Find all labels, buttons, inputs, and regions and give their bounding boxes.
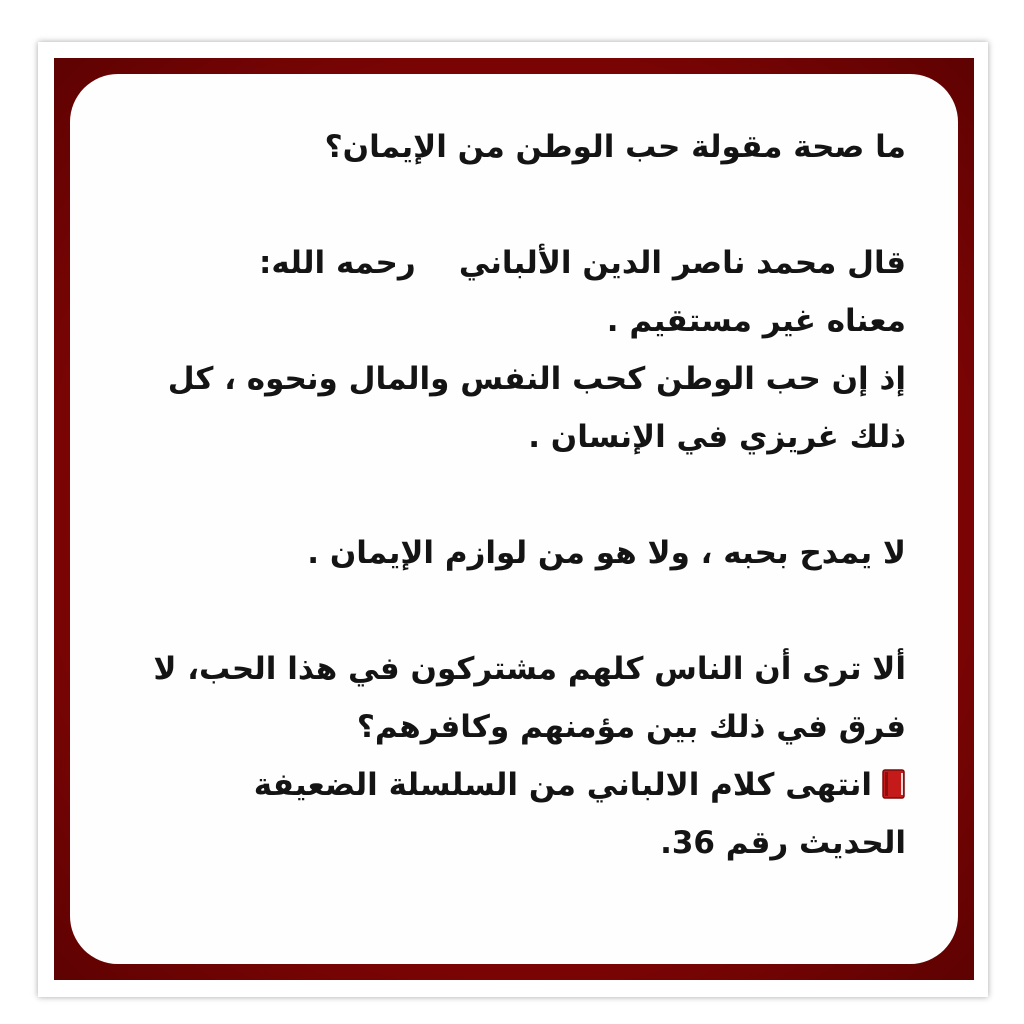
- people-line-2: فرق في ذلك بين مؤمنهم وكافرهم؟: [356, 709, 906, 745]
- meaning-line: معناه غير مستقيم .: [606, 303, 906, 339]
- people-line-1: ألا ترى أن الناس كلهم مشتركون في هذا الحب، لا: [153, 651, 906, 687]
- source-line-1: [146, 756, 906, 814]
- source-text-1: انتهى كلام الالباني من السلسلة الضعيفة: [253, 767, 872, 803]
- question-heading: ما صحة مقولة حب الوطن من الإيمان؟: [324, 129, 906, 165]
- explanation-line-2: ذلك غريزي في الإنسان .: [528, 419, 906, 455]
- spacer: [146, 176, 906, 234]
- explanation-line-1: إذ إن حب الوطن كحب النفس والمال ونحوه ، كل: [167, 361, 906, 397]
- spacer: [146, 466, 906, 524]
- source-line-2: الحديث رقم 36.: [660, 825, 906, 861]
- attribution-line: قال محمد ناصر الدين الألباني رحمه الله:: [259, 245, 906, 281]
- spacer: [146, 582, 906, 640]
- red-book-icon: [882, 769, 906, 799]
- praise-line: لا يمدح بحبه ، ولا هو من لوازم الإيمان .: [307, 535, 906, 571]
- article-text: [146, 118, 906, 872]
